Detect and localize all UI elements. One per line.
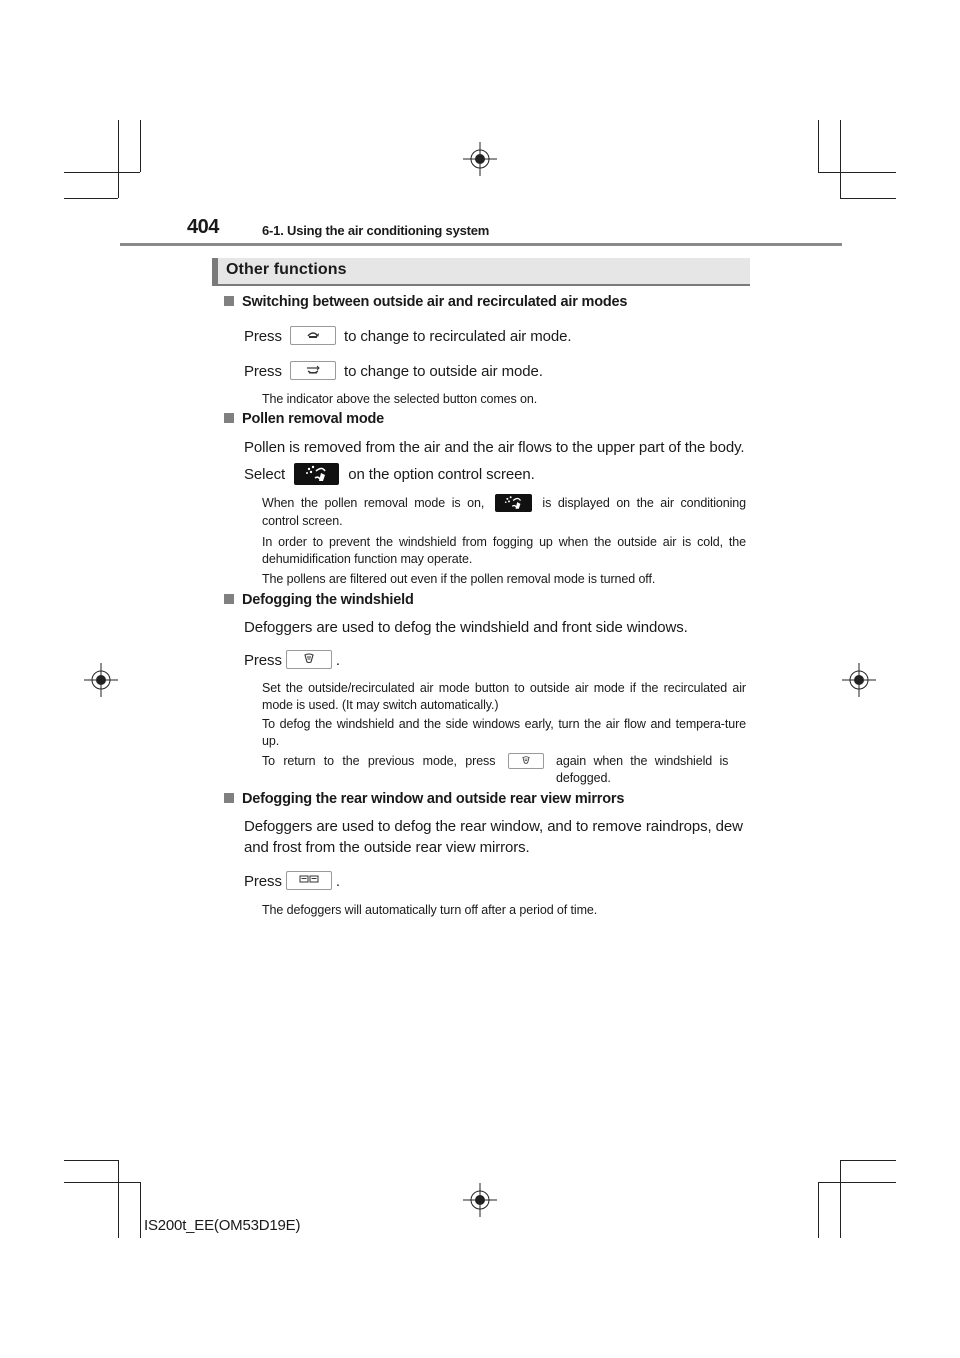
outside-air-icon[interactable] bbox=[290, 361, 336, 380]
recirculated-air-icon[interactable] bbox=[290, 326, 336, 345]
bullet-square bbox=[224, 793, 234, 803]
text: Select bbox=[244, 466, 286, 483]
crop-mark bbox=[64, 1160, 118, 1161]
heading-text: Pollen removal mode bbox=[242, 411, 385, 427]
model-code: IS200t_EE(OM53D19E) bbox=[144, 1217, 301, 1234]
windshield-text: Defoggers are used to defog the windshield and front side windows. bbox=[244, 619, 688, 636]
rear-press-line bbox=[244, 871, 340, 892]
pollen-removal-icon[interactable] bbox=[294, 463, 339, 485]
crop-mark bbox=[140, 120, 141, 172]
windshield-defogger-icon[interactable] bbox=[286, 650, 332, 669]
text: To return to the previous mode, press bbox=[262, 754, 496, 768]
heading-rear bbox=[224, 791, 624, 807]
crosshair-registration-icon bbox=[463, 142, 497, 176]
rear-note: The defoggers will automatically turn off after a period of time. bbox=[262, 903, 598, 917]
crop-mark bbox=[840, 1160, 896, 1161]
crop-mark bbox=[818, 1182, 819, 1238]
header-rule bbox=[120, 243, 842, 246]
text: Press bbox=[244, 652, 282, 669]
recirc-line-1 bbox=[244, 326, 571, 347]
text: When the pollen removal mode is on, bbox=[262, 496, 485, 510]
bullet-square bbox=[224, 296, 234, 306]
crop-mark bbox=[818, 120, 819, 172]
crop-mark bbox=[64, 1182, 140, 1183]
text: control screen. bbox=[262, 514, 343, 528]
text: to change to recirculated air mode. bbox=[344, 328, 572, 345]
crop-mark bbox=[840, 120, 841, 198]
page-number: 404 bbox=[187, 216, 219, 238]
crop-mark bbox=[64, 198, 118, 199]
heading-text: Defogging the rear window and outside rear view mirrors bbox=[242, 791, 625, 807]
pollen-text: Pollen is removed from the air and the air flows to the upper part of the body. bbox=[244, 439, 745, 456]
text: again when the windshield is defogged. bbox=[555, 754, 729, 785]
crop-mark bbox=[840, 1160, 841, 1238]
pollen-note-3: The pollens are filtered out even if the pollen removal mode is turned off. bbox=[262, 572, 656, 586]
recirc-note: The indicator above the selected button comes on. bbox=[262, 392, 538, 406]
text: on the option control screen. bbox=[348, 466, 535, 483]
crop-mark bbox=[118, 120, 119, 198]
text: to change to outside air mode. bbox=[344, 363, 543, 380]
pollen-note-1 bbox=[262, 494, 746, 530]
running-header: 6-1. Using the air conditioning system bbox=[262, 223, 490, 238]
windshield-note-1: Set the outside/recirculated air mode button to outside air mode if the recirculated air mode is used. (It may switch automatically.) bbox=[262, 681, 746, 712]
section-title: Other functions bbox=[226, 261, 347, 278]
pollen-removal-icon bbox=[495, 494, 532, 512]
pollen-note-2: In order to prevent the windshield from fogging up when the outside air is cold, the dehumidification function may operate. bbox=[262, 535, 746, 566]
heading-text: Switching between outside air and recirculated air modes bbox=[242, 294, 628, 310]
crop-mark bbox=[818, 1182, 896, 1183]
crop-mark bbox=[64, 172, 140, 173]
text: Press bbox=[244, 363, 282, 380]
crosshair-registration-icon bbox=[842, 663, 876, 697]
rear-text: Defoggers are used to defog the rear window, and to remove raindrops, dew and frost from the outside rear view mirrors. bbox=[244, 818, 743, 856]
crosshair-registration-icon bbox=[84, 663, 118, 697]
heading-text: Defogging the windshield bbox=[242, 592, 414, 608]
heading-windshield bbox=[224, 592, 414, 608]
heading-pollen bbox=[224, 411, 384, 427]
crop-mark bbox=[818, 172, 896, 173]
windshield-defogger-icon bbox=[508, 753, 544, 769]
bullet-square bbox=[224, 594, 234, 604]
pollen-select-line bbox=[244, 463, 535, 485]
recirc-line-2 bbox=[244, 361, 543, 382]
section-bar bbox=[212, 258, 750, 286]
text: . bbox=[335, 652, 340, 669]
bullet-square bbox=[224, 413, 234, 423]
text: Press bbox=[244, 328, 282, 345]
crosshair-registration-icon bbox=[463, 1183, 497, 1217]
text: is displayed on the air conditioning bbox=[542, 496, 747, 510]
crop-mark bbox=[840, 198, 896, 199]
windshield-note-3 bbox=[262, 753, 746, 786]
windshield-note-2: To defog the windshield and the side windows early, turn the air flow and tempera-ture up. bbox=[262, 717, 746, 748]
crop-mark bbox=[140, 1182, 141, 1238]
windshield-press-line bbox=[244, 650, 340, 671]
text: . bbox=[335, 873, 340, 890]
crop-mark bbox=[118, 1160, 119, 1238]
rear-defogger-icon[interactable] bbox=[286, 871, 332, 890]
text: Press bbox=[244, 873, 282, 890]
heading-recirc bbox=[224, 294, 627, 310]
